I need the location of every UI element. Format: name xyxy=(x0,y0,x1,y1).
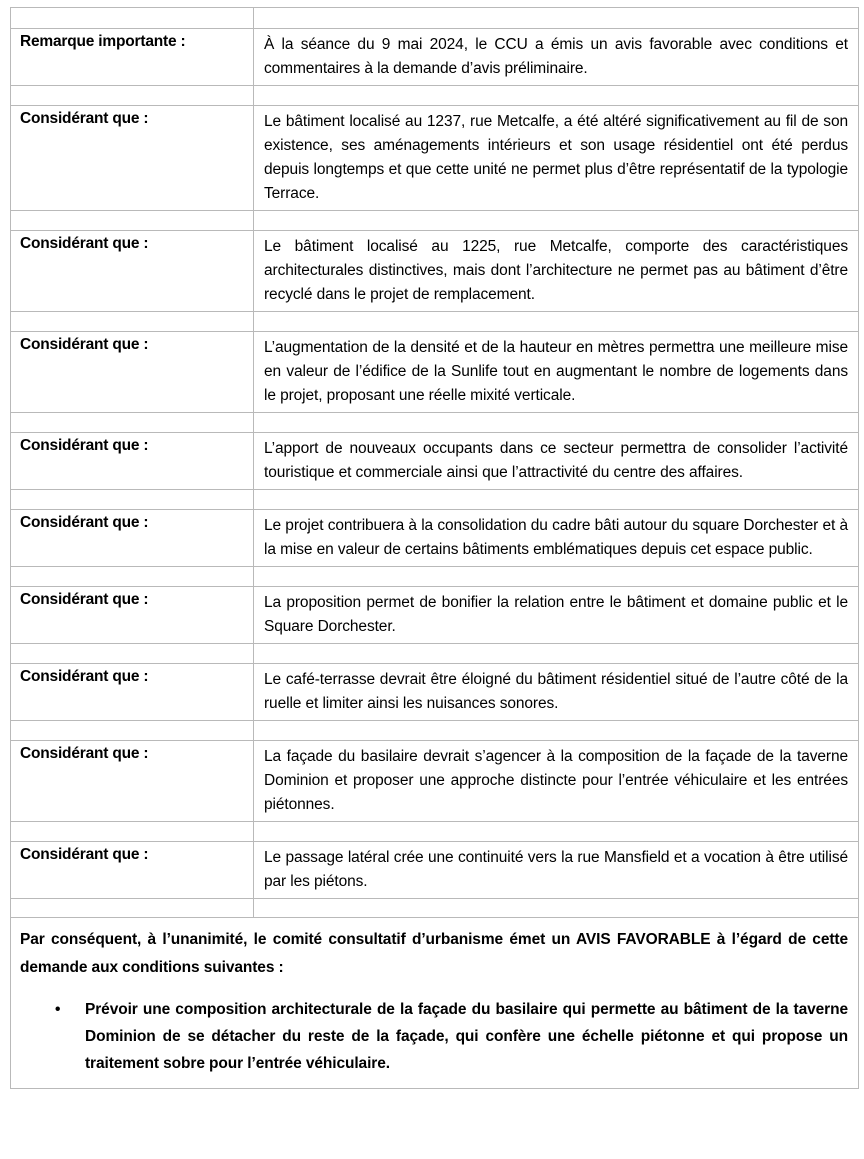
spacer-row xyxy=(11,899,859,918)
bullet-icon: • xyxy=(55,1001,61,1018)
spacer-row xyxy=(11,211,859,231)
condition-text: Prévoir une composition architecturale de la façade du basilaire qui permette au bâtiment de la taverne Dominion de se détacher du reste de la façade, qui confère une échelle piétonne et qui propose un traitement sobre pour l’entrée véhiculaire. xyxy=(85,1001,848,1072)
spacer-row xyxy=(11,567,859,587)
considerant-row xyxy=(11,741,859,822)
spacer-row xyxy=(11,8,859,29)
ccu-opinion-table xyxy=(10,7,859,1089)
condition-item xyxy=(11,996,848,1077)
considerant-row xyxy=(11,510,859,567)
considerant-text: Le bâtiment localisé au 1237, rue Metcalfe, a été altéré significativement au fil de son existence, ses aménagements intérieurs et son usage résidentiel ont été perdus depuis longtemps et que cette unité ne permet plus d’être représentatif de la typologie Terrace. xyxy=(264,113,848,202)
considerant-label: Considérant que : xyxy=(20,110,149,127)
spacer-row xyxy=(11,413,859,433)
considerant-label: Considérant que : xyxy=(20,668,149,685)
considerant-text: Le projet contribuera à la consolidation du cadre bâti autour du square Dorchester et à la mise en valeur de certains bâtiments emblématiques depuis cet espace public. xyxy=(264,517,848,558)
considerant-row xyxy=(11,664,859,721)
conditions-list xyxy=(11,996,858,1077)
considerant-row xyxy=(11,587,859,644)
considerant-row xyxy=(11,332,859,413)
remarque-label: Remarque importante : xyxy=(20,33,186,50)
considerant-label: Considérant que : xyxy=(20,437,149,454)
considerant-row xyxy=(11,231,859,312)
considerant-label: Considérant que : xyxy=(20,514,149,531)
remarque-text: À la séance du 9 mai 2024, le CCU a émis un avis favorable avec conditions et commentaires à la demande d’avis préliminaire. xyxy=(264,36,848,77)
document-page xyxy=(10,7,859,1089)
considerant-text: L’apport de nouveaux occupants dans ce secteur permettra de consolider l’activité touristique et commerciale ainsi que l’attractivité du centre des affaires. xyxy=(264,440,848,481)
considerant-row xyxy=(11,433,859,490)
spacer-row xyxy=(11,312,859,332)
considerant-row xyxy=(11,106,859,211)
spacer-row xyxy=(11,86,859,106)
conclusion-row xyxy=(11,918,859,1089)
considerant-text: L’augmentation de la densité et de la hauteur en mètres permettra une meilleure mise en valeur de l’édifice de la Sunlife tout en augmentant le nombre de logements dans le projet, proposant une réelle mixité verticale. xyxy=(264,339,848,404)
considerant-text: La façade du basilaire devrait s’agencer à la composition de la façade de la taverne Dominion et proposer une approche distincte pour l’entrée véhiculaire et les entrées piétonnes. xyxy=(264,748,848,813)
conclusion-text: Par conséquent, à l’unanimité, le comité consultatif d’urbanisme émet un AVIS FAVORABLE à l’égard de cette demande aux conditions suivantes : xyxy=(20,931,848,976)
considerant-text: Le passage latéral crée une continuité vers la rue Mansfield et a vocation à être utilisé par les piétons. xyxy=(264,849,848,890)
considerant-label: Considérant que : xyxy=(20,846,149,863)
spacer-row xyxy=(11,822,859,842)
considerant-label: Considérant que : xyxy=(20,745,149,762)
considerant-text: La proposition permet de bonifier la relation entre le bâtiment et domaine public et le Square Dorchester. xyxy=(264,594,848,635)
considerant-text: Le café-terrasse devrait être éloigné du bâtiment résidentiel situé de l’autre côté de la ruelle et limiter ainsi les nuisances sonores. xyxy=(264,671,848,712)
remarque-row xyxy=(11,29,859,86)
spacer-row xyxy=(11,490,859,510)
spacer-row xyxy=(11,644,859,664)
spacer-row xyxy=(11,721,859,741)
considerant-label: Considérant que : xyxy=(20,336,149,353)
considerant-row xyxy=(11,842,859,899)
considerant-label: Considérant que : xyxy=(20,591,149,608)
considerant-text: Le bâtiment localisé au 1225, rue Metcalfe, comporte des caractéristiques architecturales distinctives, mais dont l’architecture ne permet pas au bâtiment d’être recyclé dans le projet de remplacement. xyxy=(264,238,848,303)
considerant-label: Considérant que : xyxy=(20,235,149,252)
